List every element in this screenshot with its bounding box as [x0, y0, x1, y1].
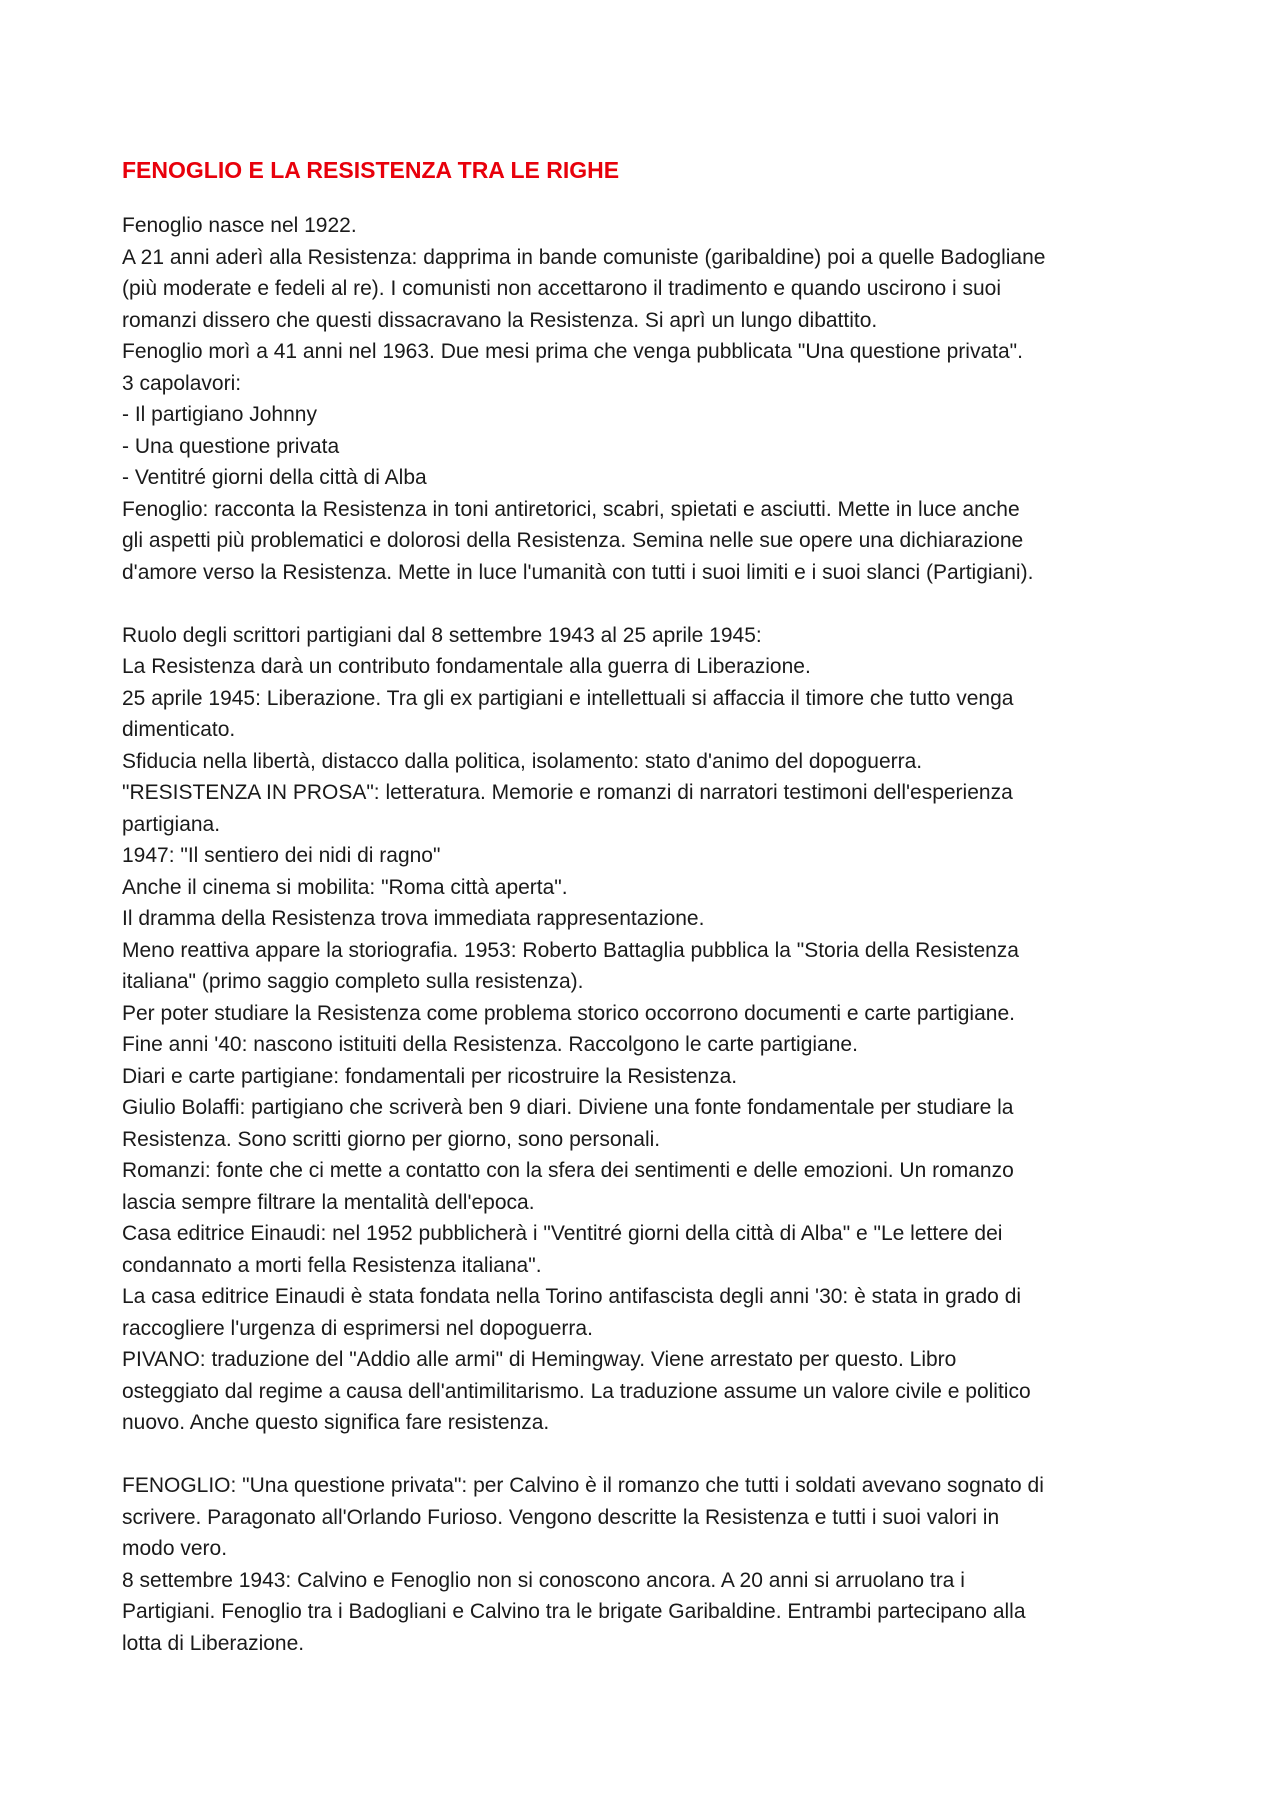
text-line: raccogliere l'urgenza di esprimersi nel dopoguerra. — [122, 1316, 593, 1340]
text-line: Diari e carte partigiane: fondamentali per ricostruire la Resistenza. — [122, 1064, 738, 1088]
text-line: FENOGLIO: "Una questione privata": per Calvino è il romanzo che tutti i soldati avevano sognato di — [122, 1474, 1044, 1497]
text-line: Ruolo degli scrittori partigiani dal 8 settembre 1943 al 25 aprile 1945: — [122, 623, 762, 647]
list-item: - Una questione privata — [122, 434, 340, 458]
text-line: Per poter studiare la Resistenza come problema storico occorrono documenti e carte partigiane. — [122, 1001, 1015, 1025]
text-line: La casa editrice Einaudi è stata fondata nella Torino antifascista degli anni '30: è stata in grado di — [122, 1285, 1022, 1308]
list-item: - Ventitré giorni della città di Alba — [122, 466, 427, 489]
list-item: - Il partigiano Johnny — [122, 403, 317, 426]
text-line: Fenoglio: racconta la Resistenza in toni antiretorici, scabri, spietati e asciutti. Mette in luce anche — [122, 497, 1020, 521]
text-line: romanzi dissero che questi dissacravano la Resistenza. Si aprì un lungo dibattito. — [122, 308, 878, 332]
text-line: Romanzi: fonte che ci mette a contatto con la sfera dei sentimenti e delle emozioni. Un romanzo — [122, 1159, 1014, 1182]
text-line: (più moderate e fedeli al re). I comunisti non accettarono il tradimento e quando uscirono i suoi — [122, 277, 1001, 300]
text-line: Giulio Bolaffi: partigiano che scriverà ben 9 diari. Diviene una fonte fondamentale per studiare la — [122, 1096, 1014, 1119]
text-line: scrivere. Paragonato all'Orlando Furioso. Vengono descritte la Resistenza e tutti i suoi valori in — [122, 1505, 1000, 1529]
text-line: lascia sempre filtrare la mentalità dell'epoca. — [122, 1190, 535, 1214]
section-fenoglio-calvino — [122, 1470, 1162, 1659]
text-line: gli aspetti più problematici e dolorosi della Resistenza. Semina nelle sue opere una dichiarazione — [122, 529, 1024, 552]
text-line: partigiana. — [122, 812, 221, 836]
text-line: PIVANO: traduzione del "Addio alle armi" di Hemingway. Viene arrestato per questo. Libro — [122, 1348, 957, 1371]
section-scrittori-partigiani — [122, 620, 1162, 1439]
document-page — [122, 152, 1162, 1659]
text-line: 25 aprile 1945: Liberazione. Tra gli ex partigiani e intellettuali si affaccia il timore che tutto venga — [122, 686, 1014, 710]
text-line: dimenticato. — [122, 718, 236, 741]
document-title: FENOGLIO E LA RESISTENZA TRA LE RIGHE — [122, 157, 620, 183]
text-line: italiana" (primo saggio completo sulla resistenza). — [122, 970, 584, 993]
text-line: Fenoglio morì a 41 anni nel 1963. Due mesi prima che venga pubblicata "Una questione privata". — [122, 340, 1023, 363]
text-line: Meno reattiva appare la storiografia. 1953: Roberto Battaglia pubblica la "Storia della Resistenza — [122, 938, 1019, 962]
text-line: lotta di Liberazione. — [122, 1631, 305, 1655]
text-line: A 21 anni aderì alla Resistenza: dapprima in bande comuniste (garibaldine) poi a quelle Badogliane — [122, 245, 1046, 269]
text-line: nuovo. Anche questo significa fare resistenza. — [122, 1411, 550, 1434]
paragraph-spacer — [122, 1439, 1162, 1471]
text-line: 8 settembre 1943: Calvino e Fenoglio non si conoscono ancora. A 20 anni si arruolano tra i — [122, 1568, 965, 1592]
text-line: "RESISTENZA IN PROSA": letteratura. Memorie e romanzi di narratori testimoni dell'esperienza — [122, 781, 1013, 804]
text-line: osteggiato dal regime a causa dell'antimilitarismo. La traduzione assume un valore civile e politico — [122, 1379, 1031, 1403]
text-line: Sfiducia nella libertà, distacco dalla politica, isolamento: stato d'animo del dopoguerra. — [122, 749, 923, 773]
text-line: Fenoglio nasce nel 1922. — [122, 214, 357, 237]
text-line: Fine anni '40: nascono istituiti della Resistenza. Raccolgono le carte partigiane. — [122, 1033, 858, 1056]
paragraph-spacer — [122, 588, 1162, 620]
section-fenoglio-intro — [122, 210, 1162, 588]
text-line: Resistenza. Sono scritti giorno per giorno, sono personali. — [122, 1127, 661, 1151]
text-line: Casa editrice Einaudi: nel 1952 pubblicherà i "Ventitré giorni della città di Alba" e "Le lettere dei — [122, 1222, 1003, 1245]
text-line: d'amore verso la Resistenza. Mette in luce l'umanità con tutti i suoi limiti e i suoi slanci (Partigiani). — [122, 560, 1034, 584]
text-line: La Resistenza darà un contributo fondamentale alla guerra di Liberazione. — [122, 655, 811, 678]
text-line: 3 capolavori: — [122, 371, 242, 395]
text-line: condannato a morti fella Resistenza italiana". — [122, 1253, 542, 1277]
text-line: Anche il cinema si mobilita: "Roma città aperta". — [122, 875, 568, 899]
text-line: Partigiani. Fenoglio tra i Badogliani e Calvino tra le brigate Garibaldine. Entrambi partecipano alla — [122, 1600, 1026, 1623]
text-line: modo vero. — [122, 1537, 228, 1560]
text-line: Il dramma della Resistenza trova immediata rappresentazione. — [122, 907, 705, 930]
text-line: 1947: "Il sentiero dei nidi di ragno" — [122, 844, 441, 867]
